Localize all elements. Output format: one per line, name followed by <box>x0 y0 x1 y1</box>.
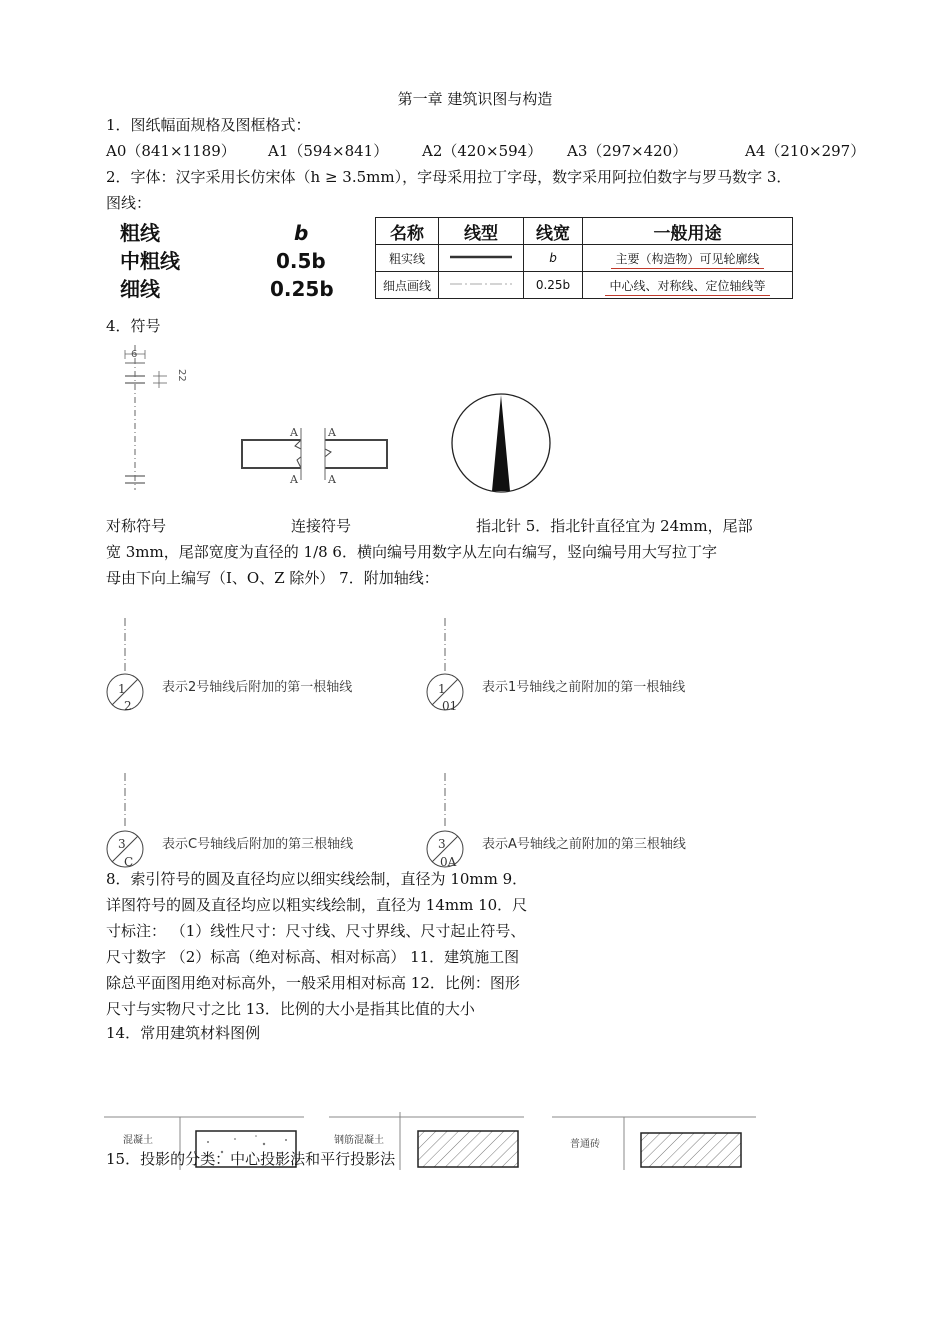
symmetry-symbol <box>115 345 195 495</box>
connect-label: A <box>328 473 336 486</box>
table-header: 线宽 <box>524 218 583 245</box>
connect-label: A <box>328 426 336 439</box>
axis-circle-icon <box>424 773 474 873</box>
line-sample-dashdot <box>439 272 524 299</box>
line-name-medium: 中粗线 <box>120 249 180 273</box>
line-sample-solid <box>439 245 524 272</box>
paper-size-a3: A3（297×420） <box>567 142 688 160</box>
axis-number-bottom: 0A <box>440 855 457 869</box>
connect-label: A <box>290 473 298 486</box>
table-header: 名称 <box>376 218 439 245</box>
paragraph-line: 8．索引符号的圆及直径均应以细实线绘制，直径为 10mm 9． <box>106 870 528 888</box>
item-15-text: 15．投影的分类：中心投影法和平行投影法 <box>106 1150 396 1168</box>
paragraph-line: 除总平面图用绝对标高外，一般采用相对标高 12．比例：图形 <box>106 974 520 992</box>
material-label-concrete: 混凝土 <box>123 1135 153 1146</box>
axis-description: 表示1号轴线之前附加的第一根轴线 <box>482 680 686 695</box>
north-arrow-icon <box>449 391 553 495</box>
axis-number-top: 1 <box>118 682 126 696</box>
items-8-13 <box>106 866 527 1022</box>
connect-label: A <box>290 426 298 439</box>
paragraph-line: 尺寸数字 （2）标高（绝对标高、相对标高） 11．建筑施工图 <box>106 948 520 966</box>
dimension-six: 6 <box>131 349 138 360</box>
axis-circle-icon <box>104 773 154 873</box>
connection-symbol <box>235 420 395 490</box>
symbol-caption-symmetry: 对称符号 <box>106 517 167 535</box>
axis-number-top: 1 <box>438 682 446 696</box>
axis-number-bottom: C <box>124 855 134 869</box>
axis-circle-icon <box>104 618 154 718</box>
item-5-6-text: 宽 3mm，尾部宽度为直径的 1/8 6．横向编号用数字从左向右编写，竖向编号用大写拉丁字 <box>106 543 717 561</box>
use-text: 主要（构造物）可见轮廓线 <box>611 252 763 269</box>
symbol-caption-north: 指北针 5．指北针直径宜为 24mm，尾部 <box>476 517 753 535</box>
axis-description: 表示A号轴线之前附加的第三根轴线 <box>482 837 686 852</box>
item-2-text: 2．字体：汉字采用长仿宋体（h ≥ 3.5mm），字母采用拉丁字母，数字采用阿拉伯数字与罗马数字 3． <box>106 168 792 186</box>
paragraph-line: 尺寸与实物尺寸之比 13．比例的大小是指其比值的大小 <box>106 1000 475 1018</box>
paper-size-a1: A1（594×841） <box>268 142 389 160</box>
axis-number-top: 3 <box>438 837 446 851</box>
table-header: 一般用途 <box>583 218 793 245</box>
table-cell: b <box>524 245 583 272</box>
symbol-caption-connection: 连接符号 <box>291 517 352 535</box>
paper-size-a0: A0（841×1189） <box>106 142 236 160</box>
item-7-text: 母由下向上编写（I、O、Z 除外） 7．附加轴线： <box>106 569 439 587</box>
axis-example <box>424 773 744 873</box>
axis-circle-icon <box>424 618 474 718</box>
item-1-heading: 1．图纸幅面规格及图框格式： <box>106 116 311 134</box>
table-cell: 细点画线 <box>376 272 439 299</box>
line-width-medium: 0.5b <box>276 249 326 273</box>
item-3-heading: 图线： <box>106 194 152 212</box>
table-header-row <box>376 218 793 245</box>
axis-description: 表示2号轴线后附加的第一根轴线 <box>162 680 353 695</box>
paper-size-a4: A4（210×297） <box>745 142 866 160</box>
paragraph-line: 寸标注： （1）线性尺寸：尺寸线、尺寸界线、尺寸起止符号、 <box>106 922 526 940</box>
use-text: 中心线、对称线、定位轴线等 <box>605 279 769 296</box>
material-label-brick: 普通砖 <box>570 1139 600 1150</box>
line-width-thick: b <box>294 221 309 245</box>
axis-number-bottom: 2 <box>124 699 132 713</box>
axis-example <box>104 773 404 873</box>
axis-number-bottom: 01 <box>442 699 458 713</box>
paper-size-a2: A2（420×594） <box>422 142 543 160</box>
axis-description: 表示C号轴线后附加的第三根轴线 <box>162 837 354 852</box>
axis-example <box>424 618 744 718</box>
axis-example <box>104 618 404 718</box>
table-row <box>376 245 793 272</box>
table-row <box>376 272 793 299</box>
table-cell: 0.25b <box>524 272 583 299</box>
solid-line-sample <box>446 252 516 262</box>
table-header: 线型 <box>439 218 524 245</box>
line-type-table <box>375 217 793 299</box>
dimension-twenty-two: 22 <box>176 369 187 382</box>
axis-number-top: 3 <box>118 837 126 851</box>
dashdot-line-sample <box>446 279 516 289</box>
table-cell <box>583 245 793 272</box>
paragraph-line: 详图符号的圆及直径均应以粗实线绘制，直径为 14mm 10．尺 <box>106 896 528 914</box>
item-14-heading: 14．常用建筑材料图例 <box>106 1024 261 1042</box>
table-cell: 粗实线 <box>376 245 439 272</box>
table-cell <box>583 272 793 299</box>
chapter-title: 第一章 建筑识图与构造 <box>397 90 553 108</box>
line-name-thick: 粗线 <box>120 221 160 245</box>
line-width-thin: 0.25b <box>270 277 334 301</box>
item-4-heading: 4．符号 <box>106 317 161 335</box>
line-name-thin: 细线 <box>120 277 160 301</box>
material-label-reinforced-concrete: 钢筋混凝土 <box>334 1135 384 1146</box>
